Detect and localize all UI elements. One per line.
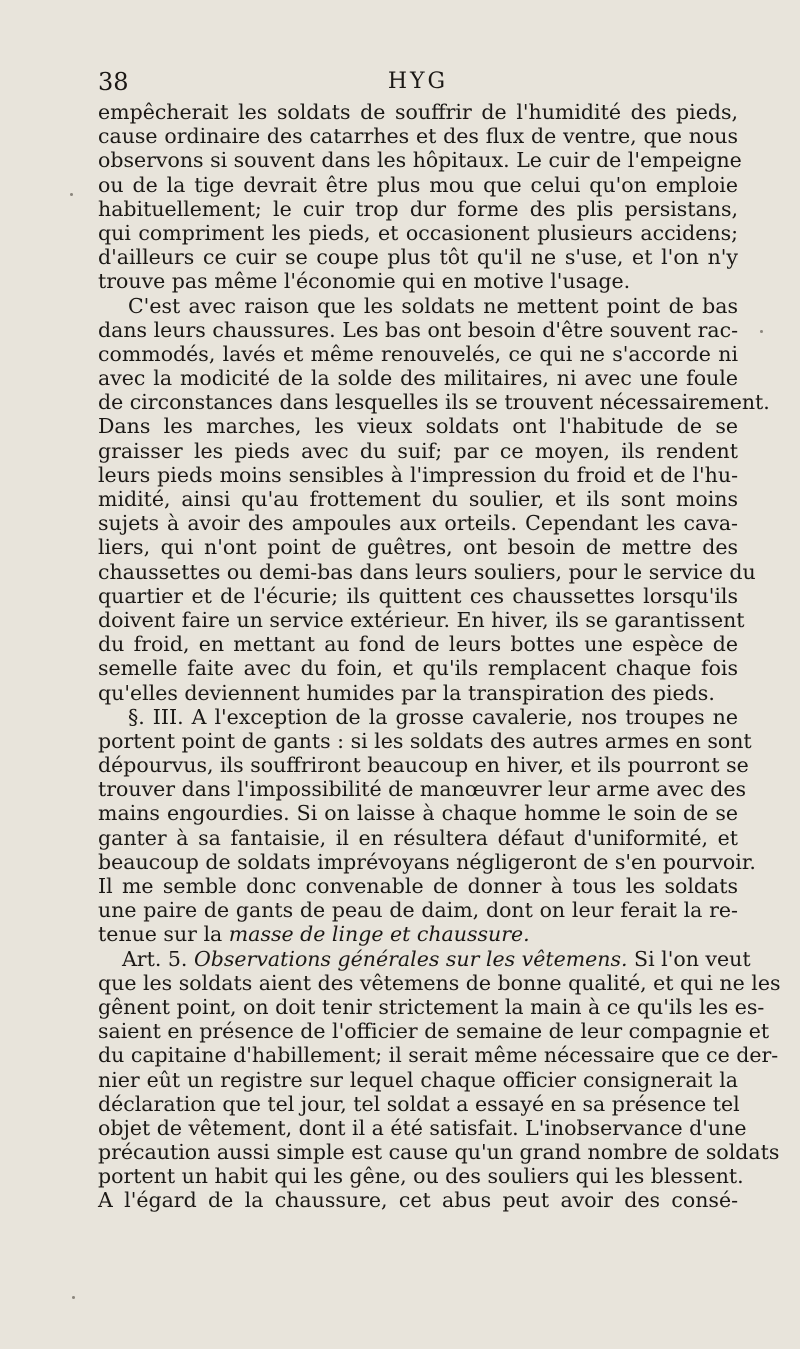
text-line: nier eût un registre sur lequel chaque officier consignerait la [98,1067,738,1092]
text-line: ganter à sa fantaisie, il en résultera défaut d'uniformité, et [98,825,738,850]
text-line: ou de la tige devrait être plus mou que celui qu'on emploie [98,172,738,197]
paper-speck [70,193,73,196]
text-line: portent point de gants : si les soldats des autres armes en sont [98,728,752,753]
text-line: semelle faite avec du foin, et qu'ils remplacent chaque fois [98,656,738,681]
text-line: déclaration que tel jour, tel soldat a essayé en sa présence tel [98,1091,740,1116]
article-number: Art. 5. [122,946,188,971]
text-line: leurs pieds moins sensibles à l'impression du froid et de l'hu- [98,462,738,487]
text-fragment: Si l'on veut [627,946,751,971]
text-line: portent un habit qui les gêne, ou des souliers qui les blessent. [98,1164,744,1189]
text-line: habituellement; le cuir trop dur forme des plis persistans, [98,196,738,221]
text-line: chaussettes ou demi-bas dans leurs souliers, pour le service du [98,559,756,584]
paper-speck [72,1296,75,1299]
paper-speck [760,330,763,333]
text-line: trouve pas même l'économie qui en motive l'usage. [98,269,631,294]
article-heading-line [98,946,751,971]
text-line: §. III. A l'exception de la grosse cavalerie, nos troupes ne [128,704,738,729]
page-header [98,64,738,100]
text-line: du froid, en mettant au fond de leurs bottes une espèce de [98,632,738,657]
text-line: doivent faire un service extérieur. En hiver, ils se garantissent [98,607,745,632]
running-head: HYG [387,69,449,94]
text-line: qu'elles deviennent humides par la transpiration des pieds. [98,680,715,705]
italic-title: masse de linge et chaussure. [228,922,530,947]
text-line: une paire de gants de peau de daim, dont on leur ferait la re- [98,898,738,923]
text-line: midité, ainsi qu'au frottement du soulier, et ils sont moins [98,487,738,511]
text-line: précaution aussi simple est cause qu'un grand nombre de soldats [98,1140,780,1165]
text-line: avec la modicité de la solde des militaires, ni avec une foule [98,366,738,391]
text-line: qui compriment les pieds, et occasionent plusieurs accidens; [98,220,738,245]
text-line: dépourvus, ils souffriront beaucoup en hiver, et ils pourront se [98,753,749,778]
text-line: que les soldats aient des vêtemens de bonne qualité, et qui ne les [98,970,781,995]
text-line: quartier et de l'écurie; ils quittent ces chaussettes lorsqu'ils [98,583,738,608]
text-line: liers, qui n'ont point de guêtres, ont besoin de mettre des [98,535,738,560]
text-line: sujets à avoir des ampoules aux orteils. Cependant les cava- [98,511,738,536]
text-line: commodés, lavés et même renouvelés, ce qui ne s'accorde ni [98,341,738,366]
text-line: trouver dans l'impossibilité de manœuvrer leur arme avec des [98,777,747,802]
text-line: observons si souvent dans les hôpitaux. Le cuir de l'empeigne [98,148,742,173]
text-line: gênent point, on doit tenir strictement la main à ce qu'ils les es- [98,994,765,1019]
text-line: mains engourdies. Si on laisse à chaque homme le soin de se [98,801,738,826]
text-line: dans leurs chaussures. Les bas ont besoin d'être souvent rac- [98,317,738,342]
text-line [98,922,738,946]
page-number: 38 [98,68,129,96]
text-line: empêcherait les soldats de souffrir de l'humidité des pieds, [98,100,738,124]
text-line: d'ailleurs ce cuir se coupe plus tôt qu'il ne s'use, et l'on n'y [98,245,738,270]
text-line: objet de vêtement, dont il a été satisfait. L'inobservance d'une [98,1115,747,1140]
article-title: Observations générales sur les vêtemens. [193,946,628,971]
text-line: graisser les pieds avec du suif; par ce moyen, ils rendent [98,438,738,463]
text-line: saient en présence de l'officier de semaine de leur compagnie et [98,1019,770,1044]
text-line: beaucoup de soldats imprévoyans négligeront de s'en pourvoir. [98,849,756,874]
body-text [98,100,781,1213]
text-line: du capitaine d'habillement; il serait même nécessaire que ce der- [98,1043,779,1068]
text-line: C'est avec raison que les soldats ne mettent point de bas [128,293,738,318]
text-line: de circonstances dans lesquelles ils se trouvent nécessairement. [98,390,770,415]
text-line: Dans les marches, les vieux soldats ont l'habitude de se [98,414,738,439]
text-line: Il me semble donc convenable de donner à tous les soldats [98,874,738,898]
text-line: A l'égard de la chaussure, cet abus peut avoir des consé- [98,1188,738,1213]
text-line: cause ordinaire des catarrhes et des flux de ventre, que nous [98,124,738,149]
text-fragment: tenue sur la [98,922,223,947]
